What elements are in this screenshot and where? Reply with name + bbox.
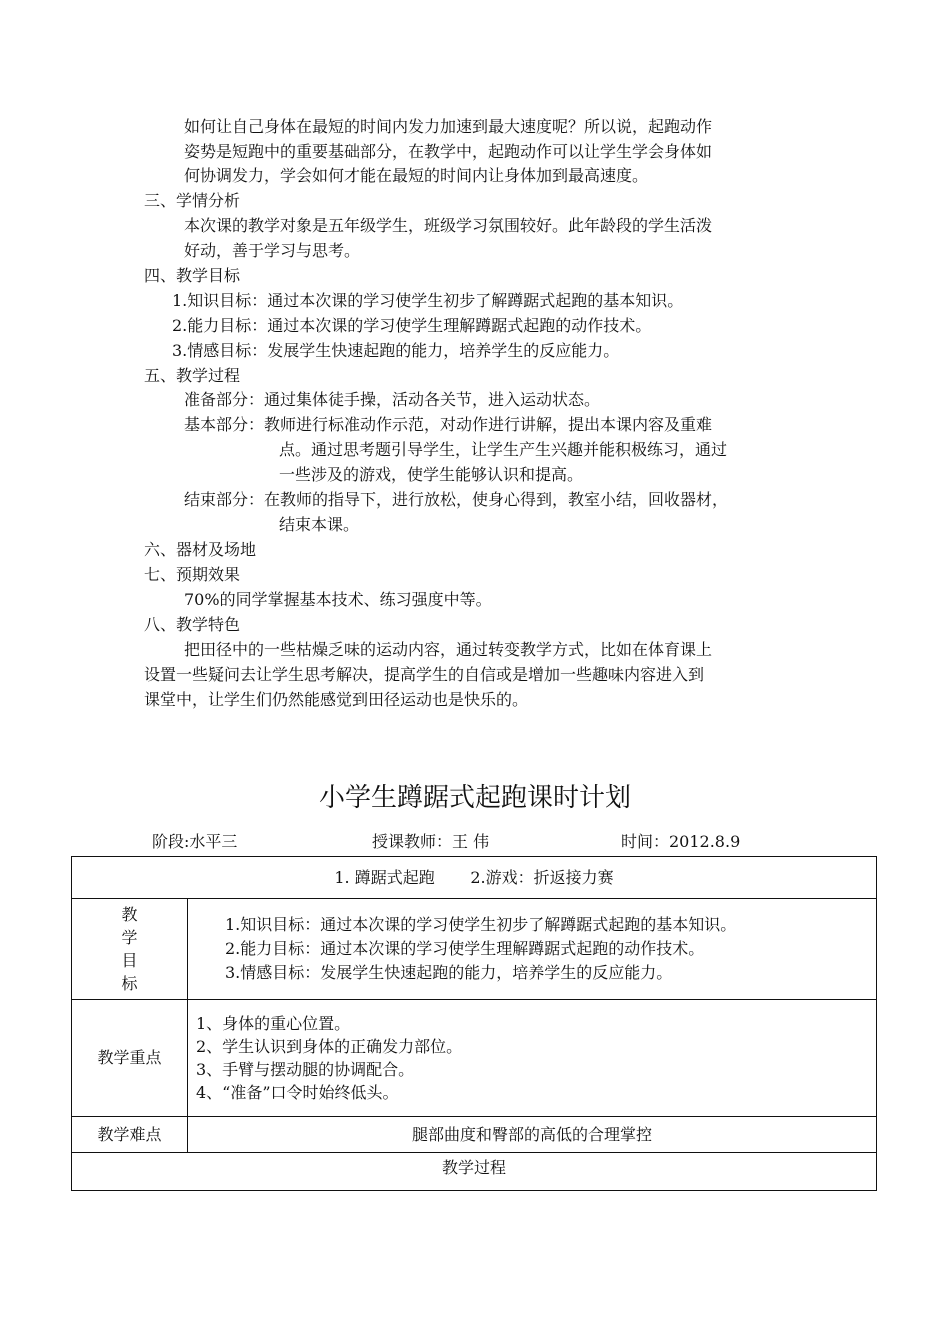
body-line: 本次课的教学对象是五年级学生，班级学习氛围较好。此年龄段的学生活泼 [184,216,713,235]
teacher-label: 授课教师：王 伟 [372,832,490,851]
body-line: 课堂中，让学生们仍然能感觉到田径运动也是快乐的。 [144,690,529,709]
key-point: 3、手臂与摆动腿的协调配合。 [196,1060,415,1079]
section-heading: 八、教学特色 [144,615,241,634]
goal-item: 3.情感目标：发展学生快速起跑的能力，培养学生的反应能力。 [225,963,673,982]
body-line: 把田径中的一些枯燥乏味的运动内容，通过转变教学方式，比如在体育课上 [184,640,713,659]
process-label: 教学过程 [72,1153,877,1191]
body-line: 姿势是短跑中的重要基础部分，在教学中，起跑动作可以让学生学会身体如 [184,142,713,161]
goals-label-char: 教 [121,905,138,924]
body-line: 基本部分：教师进行标准动作示范，对动作进行讲解，提出本课内容及重难 [184,415,713,434]
body-line: 设置一些疑问去让学生思考解决，提高学生的自信或是增加一些趣味内容进入到 [144,665,705,684]
key-point: 4、“准备”口令时始终低头。 [196,1083,399,1102]
body-line: 一些涉及的游戏，使学生能够认识和提高。 [279,465,584,484]
key-points-row [72,1000,877,1117]
body-line: 2.能力目标：通过本次课的学习使学生理解蹲踞式起跑的动作技术。 [172,316,652,335]
body-line: 3.情感目标：发展学生快速起跑的能力，培养学生的反应能力。 [172,341,620,360]
goals-row [72,899,877,1000]
key-point: 1、身体的重心位置。 [196,1014,351,1033]
goals-label-char: 目 [121,951,138,970]
section-heading: 六、器材及场地 [144,540,257,559]
goals-cell [188,899,877,1000]
body-line: 70%的同学掌握基本技术、练习强度中等。 [184,590,492,609]
section-heading: 四、教学目标 [144,266,241,285]
lesson-plan-table [71,856,877,1191]
body-line: 1.知识目标：通过本次课的学习使学生初步了解蹲踞式起跑的基本知识。 [172,291,684,310]
section-heading: 五、教学过程 [144,366,241,385]
goals-label-char: 学 [121,928,138,947]
difficulty-value: 腿部曲度和臀部的高低的合理掌控 [188,1117,877,1153]
goal-item: 1.知识目标：通过本次课的学习使学生初步了解蹲踞式起跑的基本知识。 [225,915,737,934]
body-line: 结束本课。 [279,515,360,534]
section-heading: 三、学情分析 [144,191,241,210]
key-point: 2、学生认识到身体的正确发力部位。 [196,1037,463,1056]
content-row [72,857,877,899]
key-points-cell [188,1000,877,1117]
goals-label-cell [72,899,188,1000]
body-line: 如何让自己身体在最短的时间内发力加速到最大速度呢？所以说，起跑动作 [184,117,713,136]
plan-title: 小学生蹲踞式起跑课时计划 [318,783,631,813]
key-points-label: 教学重点 [72,1000,188,1117]
difficulty-row [72,1117,877,1153]
date-label: 时间：2012.8.9 [621,832,741,851]
body-line: 好动，善于学习与思考。 [184,241,361,260]
stage-label: 阶段:水平三 [152,832,238,851]
section-heading: 七、预期效果 [144,565,241,584]
body-line: 准备部分：通过集体徒手操，活动各关节，进入运动状态。 [184,390,601,409]
goal-item: 2.能力目标：通过本次课的学习使学生理解蹲踞式起跑的动作技术。 [225,939,705,958]
lesson-content: 1. 蹲踞式起跑 2.游戏：折返接力赛 [72,857,877,899]
process-row [72,1153,877,1191]
goals-label-char: 标 [121,974,138,993]
body-line: 点。通过思考题引导学生，让学生产生兴趣并能积极练习，通过 [279,440,728,459]
difficulty-label: 教学难点 [72,1117,188,1153]
body-line: 何协调发力，学会如何才能在最短的时间内让身体加到最高速度。 [184,166,649,185]
body-line: 结束部分：在教师的指导下，进行放松，使身心得到，教室小结，回收器材， [184,490,729,509]
